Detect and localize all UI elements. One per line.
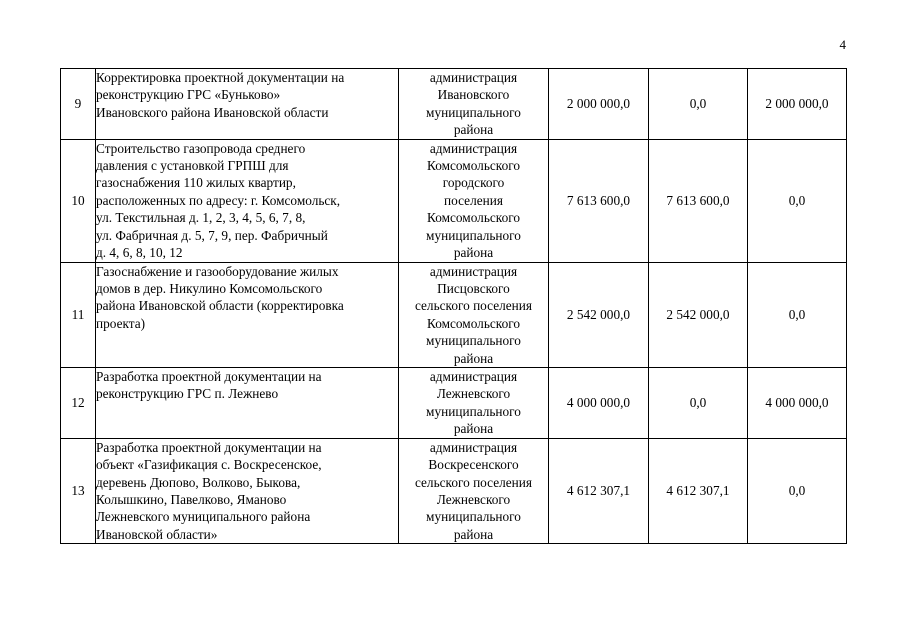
row-number: 9 [61, 69, 96, 140]
administration-line: Ивановского [437, 87, 510, 103]
amount-cell-1: 4 612 307,1 [549, 438, 649, 543]
description-line: Газоснабжение и газооборудование жилых [96, 263, 339, 279]
description-line: Разработка проектной документации на [96, 439, 322, 455]
description-line: Ивановского района Ивановской области [96, 104, 329, 120]
amount-cell-3: 4 000 000,0 [748, 368, 847, 439]
description-line: ул. Фабричная д. 5, 7, 9, пер. Фабричный [96, 227, 328, 243]
amount-cell-1: 7 613 600,0 [549, 139, 649, 262]
amount-cell-1: 4 000 000,0 [549, 368, 649, 439]
amount-cell-2: 0,0 [649, 368, 748, 439]
table-row [61, 139, 847, 262]
administration-line: администрация [429, 70, 518, 85]
amount-cell-2: 0,0 [649, 69, 748, 140]
page-number: 4 [839, 37, 846, 52]
description-line: района Ивановской области (корректировка [96, 298, 344, 314]
project-description [96, 69, 399, 140]
table-row [61, 69, 847, 140]
description-line: расположенных по адресу: г. Комсомольск, [96, 192, 341, 208]
description-line: Лежневского муниципального района [96, 509, 311, 525]
description-line: Колышкино, Павелково, Яманово [96, 491, 287, 507]
projects-table [60, 68, 847, 544]
responsible-administration [399, 69, 549, 140]
responsible-administration [399, 368, 549, 439]
table-row [61, 262, 847, 367]
administration-line: Лежневского [436, 386, 511, 402]
description-line: объект «Газификация с. Воскресенское, [96, 457, 322, 473]
responsible-administration [399, 262, 549, 367]
administration-line: Комсомольского [426, 210, 520, 226]
administration-line: Воскресенского [428, 457, 519, 473]
description-line: проекта) [96, 315, 146, 331]
amount-cell-3: 0,0 [748, 139, 847, 262]
row-number: 11 [61, 262, 96, 367]
description-line: давления с установкой ГРПШ для [96, 158, 289, 174]
amount-cell-2: 4 612 307,1 [649, 438, 748, 543]
responsible-administration [399, 438, 549, 543]
administration-line: администрация [429, 263, 518, 279]
administration-line: района [453, 526, 494, 542]
administration-line: муниципального [426, 509, 521, 525]
administration-line: Комсомольского [426, 315, 520, 331]
description-line: домов в дер. Никулино Комсомольского [96, 281, 323, 297]
administration-line: администрация [429, 439, 518, 455]
project-description [96, 438, 399, 543]
row-number: 12 [61, 368, 96, 439]
administration-line: сельского поселения [414, 298, 533, 314]
description-line: Разработка проектной документации на [96, 369, 322, 385]
administration-line: района [453, 350, 494, 366]
administration-line: администрация [429, 140, 518, 156]
administration-line: муниципального [426, 403, 521, 419]
administration-line: сельского поселения [414, 474, 533, 490]
administration-line: Комсомольского [426, 158, 520, 174]
project-description [96, 262, 399, 367]
project-description [96, 368, 399, 439]
amount-cell-2: 7 613 600,0 [649, 139, 748, 262]
description-line: д. 4, 6, 8, 10, 12 [96, 245, 183, 261]
administration-line: муниципального [426, 227, 521, 243]
amount-cell-3: 0,0 [748, 438, 847, 543]
administration-line: муниципального [426, 333, 521, 349]
administration-line: Лежневского [436, 491, 511, 507]
description-line: Строительство газопровода среднего [96, 140, 306, 156]
administration-line: района [453, 122, 494, 138]
administration-line: муниципального [426, 104, 521, 120]
amount-cell-3: 2 000 000,0 [748, 69, 847, 140]
amount-cell-3: 0,0 [748, 262, 847, 367]
description-line: реконструкцию ГРС п. Лежнево [96, 386, 279, 402]
description-line: Корректировка проектной документации на [96, 70, 345, 85]
description-line: Ивановской области» [96, 526, 218, 542]
administration-line: Писцовского [437, 281, 510, 297]
row-number: 10 [61, 139, 96, 262]
project-description [96, 139, 399, 262]
administration-line: городского [442, 175, 505, 191]
administration-line: поселения [444, 192, 503, 208]
administration-line: администрация [429, 369, 518, 385]
row-number: 13 [61, 438, 96, 543]
administration-line: района [453, 421, 494, 437]
amount-cell-2: 2 542 000,0 [649, 262, 748, 367]
description-line: деревень Дюпово, Волково, Быкова, [96, 474, 301, 490]
table-row [61, 438, 847, 543]
amount-cell-1: 2 000 000,0 [549, 69, 649, 140]
description-line: реконструкцию ГРС «Буньково» [96, 87, 281, 103]
table-row [61, 368, 847, 439]
administration-line: района [453, 245, 494, 261]
responsible-administration [399, 139, 549, 262]
description-line: ул. Текстильная д. 1, 2, 3, 4, 5, 6, 7, 8, [96, 210, 306, 226]
description-line: газоснабжения 110 жилых квартир, [96, 175, 296, 191]
amount-cell-1: 2 542 000,0 [549, 262, 649, 367]
